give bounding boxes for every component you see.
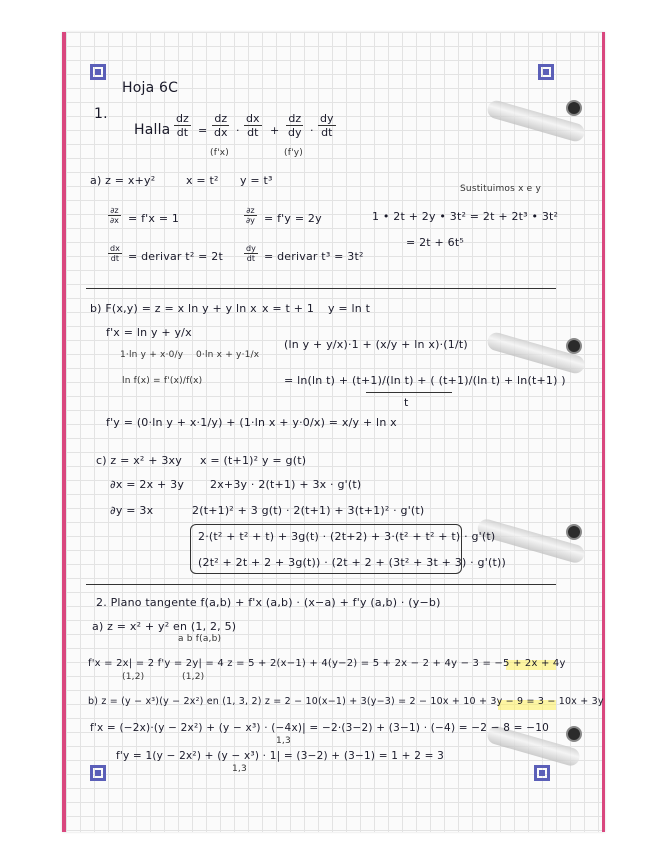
exercise-2-heading: 2. Plano tangente f(a,b) + f'x (a,b) · (x−a) + f'y (a,b) · (y−b) <box>96 596 441 609</box>
dx-dt-a-den: dt <box>110 254 120 263</box>
pd-z-y-num: ∂z <box>246 206 255 215</box>
dz-dx-num: dz <box>214 112 228 125</box>
part-c-pdx: ∂x = 2x + 3y <box>110 478 185 491</box>
part-c-result1: 2(t+1)² + 3 g(t) · 2(t+1) + 3(t+1)² · g'(t) <box>192 504 425 517</box>
section-divider <box>86 584 556 585</box>
part-b-fx: f'x = ln y + y/x <box>106 326 192 339</box>
dx-dt-a-result: = derivar t² = 2t <box>128 250 223 263</box>
part-2b-fy-at: 1,3 <box>232 764 247 774</box>
part-a-x-def: x = t² <box>186 174 219 187</box>
part-b-y-def: y = ln t <box>328 302 371 315</box>
binder-ring <box>566 726 582 742</box>
part-2a-at2: (1,2) <box>182 672 205 682</box>
dx-dt-a-fraction <box>108 244 122 263</box>
dx-dt-den: dt <box>247 126 259 139</box>
part-b-note3: ln f(x) = f'(x)/f(x) <box>122 376 203 386</box>
part-c-x-def: x = (t+1)² <box>200 454 259 467</box>
part-c-pdx-result: 2x+3y · 2(t+1) + 3x · g'(t) <box>210 478 362 491</box>
part-2b-fy: f'y = 1(y − 2x²) + (y − x³) · 1| = (3−2) + (3−1) = 1 + 2 = 3 <box>116 750 445 762</box>
part-a-line: a) z = x+y² <box>90 174 156 187</box>
dx-dt-num: dx <box>246 112 260 125</box>
corner-mark-bottom-right <box>534 765 550 781</box>
dz-dt-num: dz <box>176 112 189 125</box>
part-c-line: c) z = x² + 3xy <box>96 454 182 467</box>
notebook-page <box>62 32 605 832</box>
pd-z-y-result: = f'y = 2y <box>264 212 322 225</box>
pd-z-x-num: ∂z <box>110 206 119 215</box>
sustituimos-note: Sustituimos x e y <box>460 184 542 194</box>
dz-dt-fraction <box>174 112 191 139</box>
dy-dt-a-num: dy <box>246 244 256 253</box>
part-b-line: b) F(x,y) = z = x ln y + y ln x <box>90 302 257 315</box>
pd-z-y-den: ∂y <box>246 216 255 225</box>
pd-z-y-fraction <box>244 206 257 225</box>
corner-mark-top-left <box>90 64 106 80</box>
plus-sign: + <box>270 124 280 137</box>
dz-dy-den: dy <box>288 126 302 139</box>
fy-label: (f'y) <box>284 148 303 158</box>
binder-ring <box>566 338 582 354</box>
part-c-y-def: y = g(t) <box>262 454 307 467</box>
binder-ring <box>566 524 582 540</box>
corner-mark-bottom-left <box>90 765 106 781</box>
dy-dt-a-fraction <box>244 244 258 263</box>
dy-dt-fraction <box>318 112 336 139</box>
fx-label: (f'x) <box>210 148 229 158</box>
dy-dt-a-den: dt <box>246 254 256 263</box>
part-b-fy: f'y = (0·ln y + x·1/y) + (1·ln x + y·0/x) = x/y + ln x <box>106 416 397 429</box>
part-2b-line: b) z = (y − x³)(y − 2x²) en (1, 3, 2) z = 2 − 10(x−1) + 3(y−3) = 2 − 10x + 10 + 3y − 9 = 3 − 10x + 3y <box>88 696 604 707</box>
part-c-result2: 2·(t² + t² + t) + 3g(t) · (2t+2) + 3·(t² + t² + t) · g'(t) <box>198 530 496 543</box>
dz-dt-den: dt <box>176 126 189 139</box>
pd-z-x-result: = f'x = 1 <box>128 212 180 225</box>
dy-dt-den: dt <box>321 126 333 139</box>
dy-dt-a-result: = derivar t³ = 3t² <box>264 250 364 263</box>
part-a-y-def: y = t³ <box>240 174 273 187</box>
dz-dx-den: dx <box>214 126 228 139</box>
part-2b-fx: f'x = (−2x)·(y − 2x²) + (y − x³) · (−4x)| = −2·(3−2) + (3−1) · (−4) = −2 − 8 = −10 <box>90 722 549 734</box>
equals-sign: = <box>198 124 208 137</box>
dot-sign: · <box>236 124 240 137</box>
corner-mark-top-right <box>538 64 554 80</box>
dx-dt-fraction <box>244 112 262 139</box>
part-a-subst-line1: 1 • 2t + 2y • 3t² = 2t + 2t³ • 3t² <box>372 210 559 223</box>
dot-sign: · <box>310 124 314 137</box>
pd-z-x-fraction <box>108 206 121 225</box>
halla-label: Halla <box>134 122 171 138</box>
part-c-result3: (2t² + 2t + 2 + 3g(t)) · (2t + 2 + (3t² + 3t + 3) · g'(t)) <box>198 556 506 569</box>
part-b-result1: (ln y + y/x)·1 + (x/y + ln x)·(1/t) <box>284 338 468 351</box>
part-c-pdy: ∂y = 3x <box>110 504 154 517</box>
part-2a-at1: (1,2) <box>122 672 145 682</box>
part-b-note1: 1·ln y + x·0/y <box>120 350 184 360</box>
part-2a-line: a) z = x² + y² en (1, 2, 5) <box>92 620 237 633</box>
part-2b-fx-at: 1,3 <box>276 736 291 746</box>
dz-dy-num: dz <box>288 112 302 125</box>
sheet-title: Hoja 6C <box>122 80 179 96</box>
part-2a-calc: f'x = 2x| = 2 f'y = 2y| = 4 z = 5 + 2(x−1) + 4(y−2) = 5 + 2x − 2 + 4y − 3 = −5 + 2x + 4y <box>88 658 566 669</box>
part-b-result2: = ln(ln t) + (t+1)/(ln t) + ( (t+1)/(ln t) + ln(t+1) ) <box>284 374 566 387</box>
dz-dx-fraction <box>212 112 230 139</box>
binder-ring <box>566 100 582 116</box>
part-b-note2: 0·ln x + y·1/x <box>196 350 260 360</box>
part-b-fraction-bar <box>366 392 452 393</box>
pd-z-x-den: ∂x <box>110 216 119 225</box>
exercise-1-number: 1. <box>94 106 108 122</box>
section-divider <box>86 288 556 289</box>
part-b-x-def: x = t + 1 <box>262 302 315 315</box>
dx-dt-a-num: dx <box>110 244 120 253</box>
part-a-subst-line2: = 2t + 6t⁵ <box>406 236 464 249</box>
dz-dy-fraction <box>286 112 304 139</box>
dy-dt-num: dy <box>320 112 334 125</box>
part-b-result2-den: t <box>404 396 409 409</box>
part-2a-sub: a b f(a,b) <box>178 634 222 644</box>
part-c-bracket <box>190 524 462 574</box>
